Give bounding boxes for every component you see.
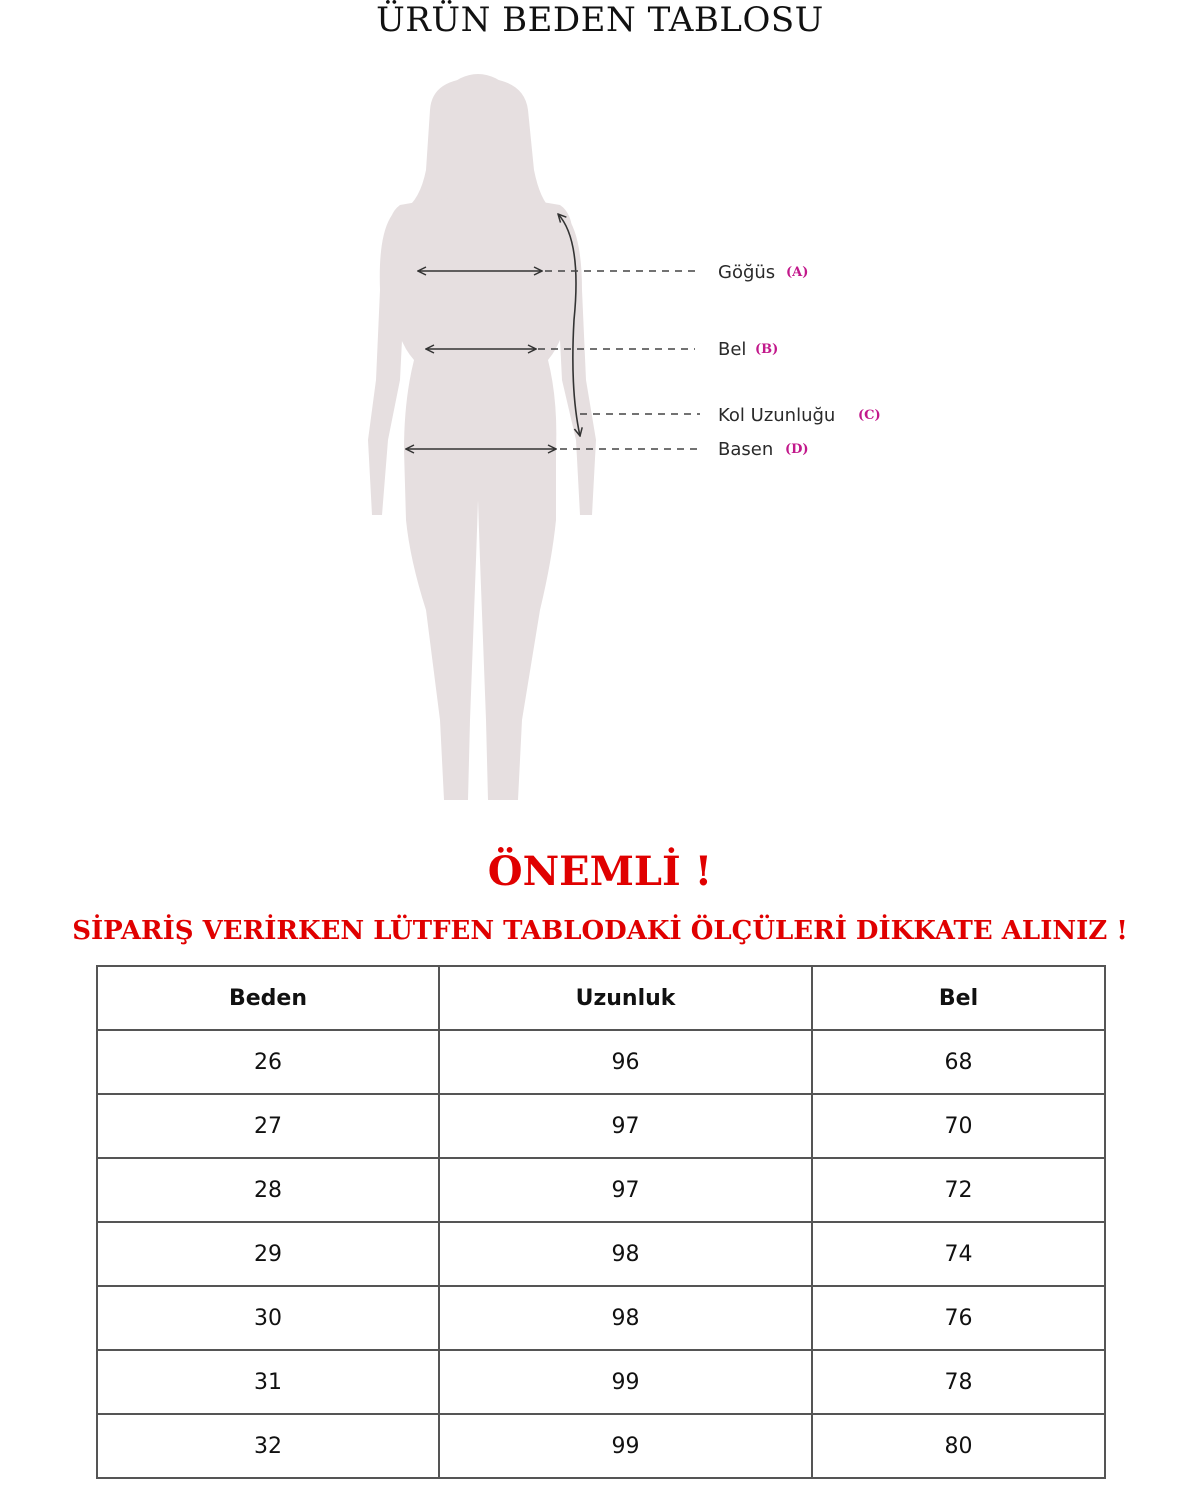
cell-length: 99: [439, 1414, 812, 1478]
measure-label-waist: Bel: [718, 339, 747, 360]
cell-waist: 72: [812, 1158, 1105, 1222]
measure-code-waist: (B): [755, 342, 779, 357]
body-measurement-figure: [0, 60, 1200, 820]
cell-length: 98: [439, 1222, 812, 1286]
cell-length: 98: [439, 1286, 812, 1350]
measure-label-chest: Göğüs: [718, 262, 776, 283]
column-header-length: Uzunluk: [439, 966, 812, 1030]
table-row: [97, 1094, 1105, 1158]
cell-size: 29: [97, 1222, 439, 1286]
measure-label-hip: Basen: [718, 439, 774, 460]
table-row: [97, 1286, 1105, 1350]
column-header-waist: Bel: [812, 966, 1105, 1030]
table-row: [97, 1414, 1105, 1478]
measure-code-hip: (D): [785, 442, 809, 457]
measure-label-sleeve: Kol Uzunluğu: [718, 405, 836, 426]
size-table: [96, 965, 1106, 1479]
cell-size: 28: [97, 1158, 439, 1222]
cell-size: 27: [97, 1094, 439, 1158]
measure-code-sleeve: (C): [858, 408, 881, 423]
cell-waist: 76: [812, 1286, 1105, 1350]
table-row: [97, 1350, 1105, 1414]
cell-size: 30: [97, 1286, 439, 1350]
cell-waist: 80: [812, 1414, 1105, 1478]
cell-length: 97: [439, 1094, 812, 1158]
page-title: ÜRÜN BEDEN TABLOSU: [376, 0, 824, 40]
table-row: [97, 1030, 1105, 1094]
table-row: [97, 1158, 1105, 1222]
table-row: [97, 1222, 1105, 1286]
cell-length: 97: [439, 1158, 812, 1222]
cell-size: 26: [97, 1030, 439, 1094]
table-header-row: [97, 966, 1105, 1030]
notice-text: SİPARİŞ VERİRKEN LÜTFEN TABLODAKİ ÖLÇÜLERİ DİKKATE ALINIZ !: [72, 916, 1128, 946]
cell-length: 96: [439, 1030, 812, 1094]
cell-waist: 74: [812, 1222, 1105, 1286]
woman-silhouette: [368, 74, 596, 800]
cell-length: 99: [439, 1350, 812, 1414]
cell-size: 32: [97, 1414, 439, 1478]
notice-heading: ÖNEMLİ !: [487, 848, 713, 895]
cell-waist: 68: [812, 1030, 1105, 1094]
measure-code-chest: (A): [786, 265, 809, 280]
cell-waist: 70: [812, 1094, 1105, 1158]
cell-waist: 78: [812, 1350, 1105, 1414]
cell-size: 31: [97, 1350, 439, 1414]
column-header-size: Beden: [97, 966, 439, 1030]
